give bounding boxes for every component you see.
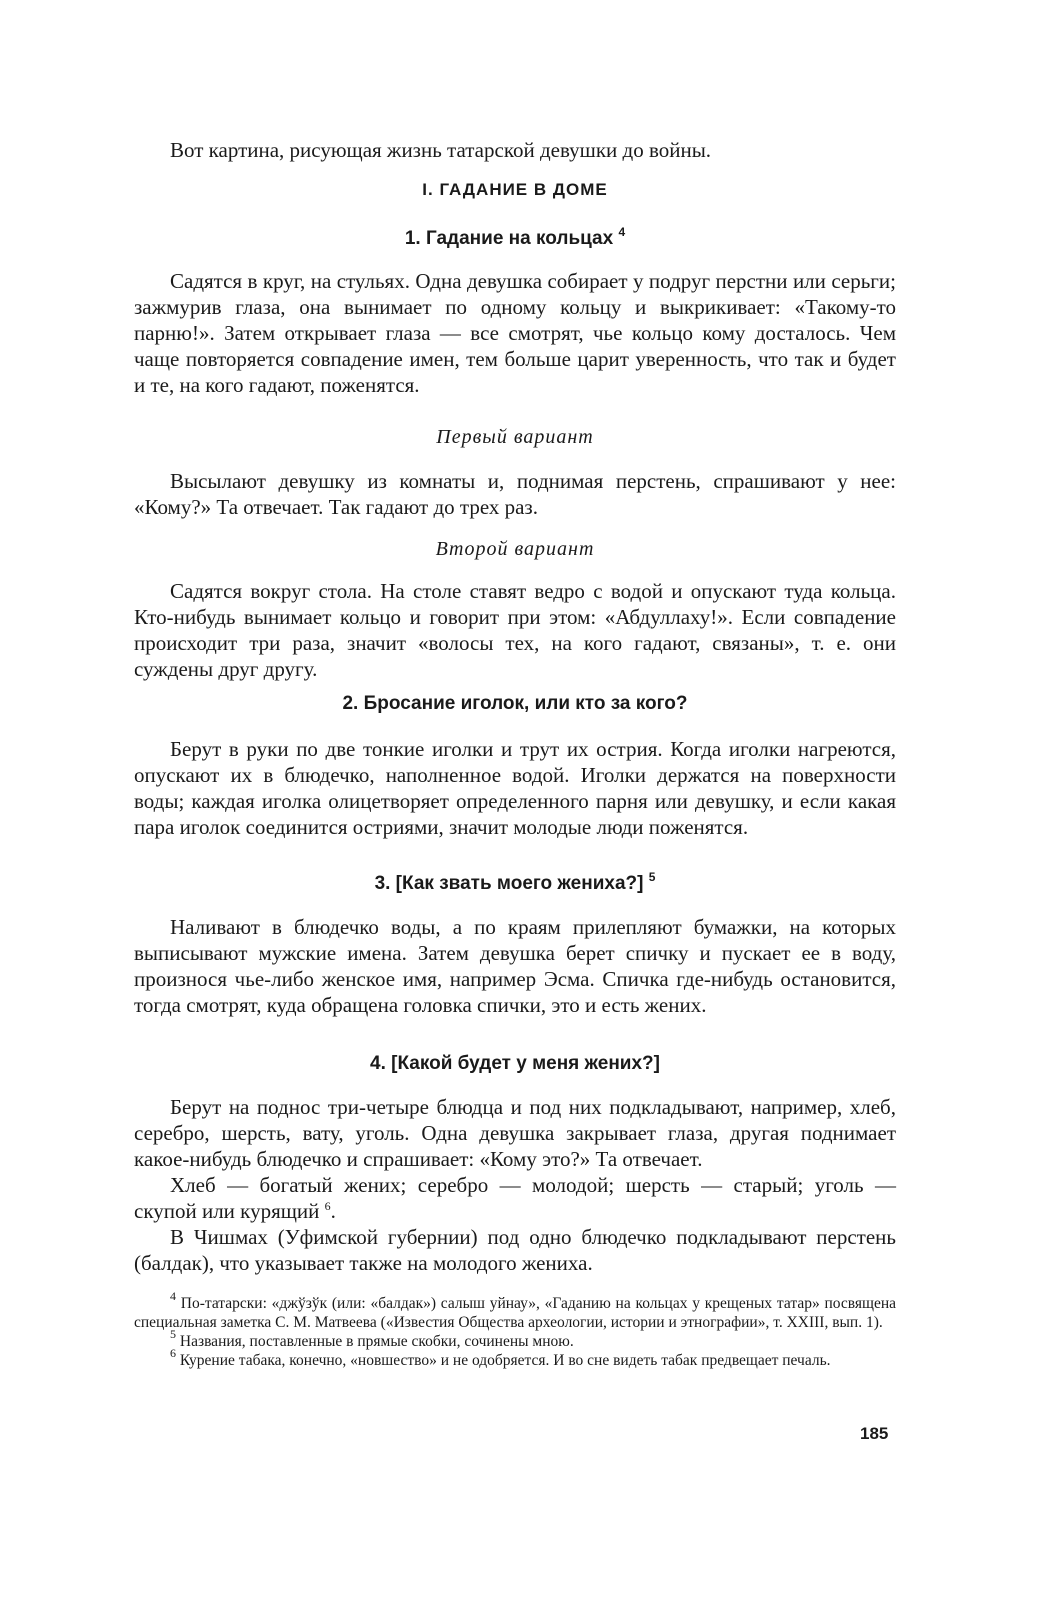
subsection-1-body	[134, 268, 896, 398]
subsection-4-paragraph-1: Берут на поднос три-четыре блюдца и под них подкладывают, например, хлеб, серебро, шерсть, вату, уголь. Одна девушка закрывает глаза, другая поднимает какое-нибудь блюдечко и спрашивает: «Кому это?» Та отвечает.	[134, 1095, 896, 1171]
subsection-4-body	[134, 1094, 896, 1276]
subsection-1-title-text: 1. Гадание на кольцах	[404, 228, 614, 249]
subsection-4-title: 4. [Какой будет у меня жених?]	[370, 1053, 660, 1074]
footnote-4-number: 4	[170, 1289, 176, 1303]
intro-text: Вот картина, рисующая жизнь татарской девушки до войны.	[170, 138, 712, 162]
footnote-ref-6: 6	[324, 1199, 331, 1213]
subsection-1-paragraph: Садятся в круг, на стульях. Одна девушка собирает у подруг перстни или серьги; зажмурив глаза, она вынимает по одному кольцу и выкрикивает: «Такому-то парню!». Затем открывает глаза — все смотрят, чье кольцо кому досталось. Чем чаще повторяется совпадение имен, тем больше царит уверенность, что так и будет и те, на кого гадают, поженятся.	[134, 269, 896, 397]
subsection-3-heading	[134, 870, 896, 895]
variant-1-paragraph: Высылают девушку из комнаты и, поднимая перстень, спрашивают у нее: «Кому?» Та отвечает. Так гадают до трех раз.	[134, 469, 896, 519]
subsection-1-heading	[134, 225, 896, 250]
footnote-4-text: По-татарски: «джўзўк (или: «балдак») салыш уйнау», «Гаданию на кольцах у крещеных татар» посвящена специальная заметка С. М. Матвеева («Известия Общества археологии, истории и этнографии», т. XXIII, вып. 1).	[134, 1295, 896, 1331]
footnote-6-number: 6	[170, 1346, 176, 1360]
subsection-4-paragraph-2-text: Хлеб — богатый жених; серебро — молодой; шерсть — старый; уголь — скупой или курящий	[134, 1173, 896, 1223]
footnote-5	[134, 1327, 896, 1351]
section-title: I. ГАДАНИЕ В ДОМЕ	[422, 180, 608, 199]
variant-2-body	[134, 578, 896, 682]
variant-1-title: Первый вариант	[436, 426, 594, 448]
variant-2-title: Второй вариант	[435, 538, 595, 560]
subsection-3-body	[134, 914, 896, 1018]
subsection-3-paragraph: Наливают в блюдечко воды, а по краям прилепляют бумажки, на которых выписывают мужские имена. Затем девушка берет спичку и пускает ее в воду, произнося чье-либо женское имя, например Эсма. Спичка где-нибудь остановится, тогда смотрят, куда обращена головка спички, это и есть жених.	[134, 915, 896, 1017]
subsection-4-paragraph-3: В Чишмах (Уфимской губернии) под одно блюдечко подкладывают перстень (балдак), что указывает также на молодого жениха.	[134, 1225, 896, 1275]
footnote-4	[134, 1289, 896, 1332]
subsection-2-body	[134, 736, 896, 840]
footnote-5-text: Названия, поставленные в прямые скобки, сочинены мною.	[179, 1333, 574, 1350]
variant-1-body	[134, 468, 896, 520]
subsection-2-heading	[134, 693, 896, 715]
subsection-3-title	[134, 870, 896, 895]
intro-line	[134, 137, 896, 163]
footnote-6	[134, 1346, 896, 1370]
footnote-ref-4: 4	[618, 225, 626, 239]
subsection-2-paragraph: Берут в руки по две тонкие иголки и трут их острия. Когда иголки нагреются, опускают их в блюдечко, наполненное водой. Иголки держатся на поверхности воды; каждая иголка олицетворяет определенного парня или девушку, и если какая пара иголок соединится остриями, значит молодые люди поженятся.	[134, 737, 896, 839]
footnotes	[134, 1289, 896, 1370]
subsection-2-title: 2. Бросание иголок, или кто за кого?	[342, 693, 688, 714]
footnote-6-text: Курение табака, конечно, «новшество» и не одобряется. И во сне видеть табак предвещает печаль.	[179, 1352, 831, 1369]
subsection-4-paragraph-2: Хлеб — богатый жених; серебро — молодой; шерсть — старый; уголь — скупой или курящий $^6$.	[134, 1173, 896, 1223]
subsection-1-title	[134, 225, 896, 250]
variant-2-heading	[134, 538, 896, 561]
subsection-4-heading	[134, 1053, 896, 1075]
page-number: 185	[860, 1424, 889, 1443]
variant-1-heading	[134, 426, 896, 449]
footnote-5-number: 5	[170, 1327, 176, 1341]
variant-2-paragraph: Садятся вокруг стола. На столе ставят ведро с водой и опускают туда кольца. Кто-нибудь вынимает кольцо и говорит при этом: «Абдуллаху!». Если совпадение происходит три раза, значит «волосы тех, на кого гадают, связаны», т. е. они суждены друг другу.	[134, 579, 896, 681]
subsection-3-title-text: 3. [Как звать моего жениха?]	[374, 873, 644, 894]
footnote-ref-5: 5	[648, 870, 656, 884]
section-heading-block	[134, 180, 896, 200]
